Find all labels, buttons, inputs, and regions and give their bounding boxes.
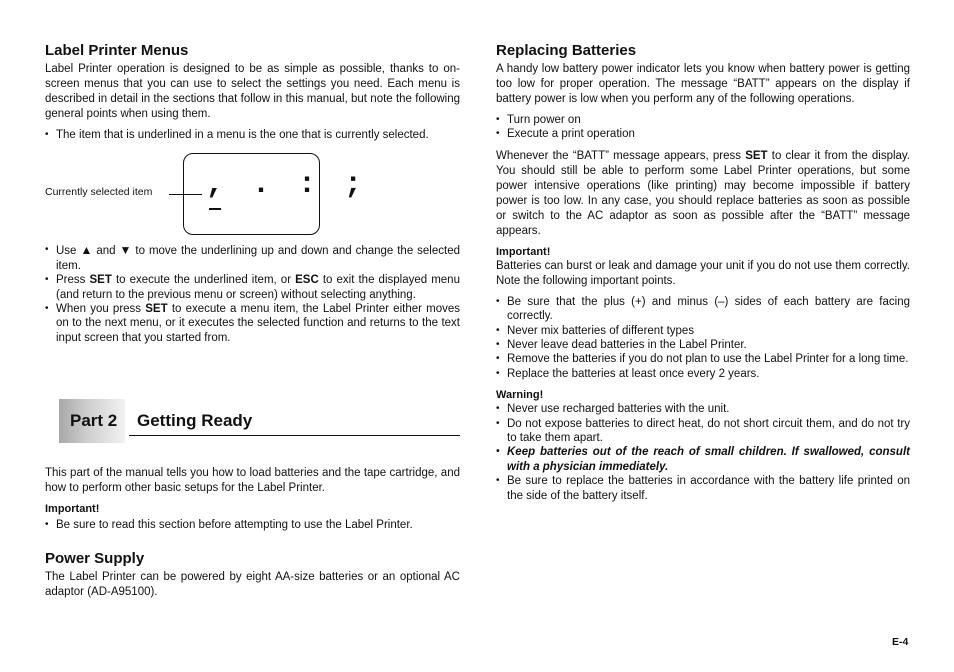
lcd-display bbox=[183, 153, 368, 235]
menus-bullet-list bbox=[45, 128, 460, 142]
batt-set-key: SET bbox=[745, 149, 768, 162]
menus-intro-text: Label Printer operation is designed to be as simple as possible, thanks to on-screen menus that you can use to select the settings you need. Each menu is described in detail in the sections that follow in this manual, but note the following general points when using them. bbox=[45, 63, 460, 120]
use-arrows-rest: to move the underlining up and down and change the selected item. bbox=[56, 245, 460, 272]
operation-item: • Execute a print operation bbox=[496, 127, 910, 141]
right-column bbox=[496, 42, 910, 503]
operation-item: • Turn power on bbox=[496, 113, 910, 127]
power-supply-text: The Label Printer can be powered by eight AA-size batteries or an optional AC adaptor (AD-A95100). bbox=[45, 570, 460, 598]
press-set-esc-bullet bbox=[45, 273, 460, 302]
use-word: Use bbox=[56, 245, 77, 258]
left-column bbox=[45, 42, 460, 600]
warning-emphasis-bullet: • Keep batteries out of the reach of small children. If swallowed, consult with a physician immediately. bbox=[496, 445, 910, 474]
important-bullet: • Be sure that the plus (+) and minus (–) sides of each battery are facing correctly. bbox=[496, 295, 910, 324]
warning-bullet: • Do not expose batteries to direct heat, do not short circuit them, and do not try to take them apart. bbox=[496, 417, 910, 446]
warning-list bbox=[496, 402, 910, 503]
warning-heading: Warning! bbox=[496, 389, 544, 402]
batteries-important-list bbox=[496, 295, 910, 381]
part-title-rule bbox=[129, 435, 460, 436]
underlined-item-bullet: • The item that is underlined in a menu is the one that is currently selected. bbox=[45, 128, 460, 142]
set-key-label-2: SET bbox=[145, 303, 168, 316]
press-rest-text: to exit the displayed menu (and return to the previous menu or screen) without selecting anything. bbox=[56, 274, 460, 301]
press-word: Press bbox=[56, 274, 86, 287]
important-bullet: • Replace the batteries at least once every 2 years. bbox=[496, 367, 910, 381]
part-banner bbox=[45, 399, 460, 445]
lcd-illustration bbox=[45, 153, 460, 237]
part-intro-text: This part of the manual tells you how to load batteries and the tape cartridge, and how to perform other basic setups for the Label Printer. bbox=[45, 467, 460, 495]
menu-usage-bullet-list bbox=[45, 243, 460, 345]
page-number: E-4 bbox=[892, 636, 909, 648]
set-key-label: SET bbox=[89, 274, 112, 287]
batt-pre-text: Whenever the “BATT” message appears, press bbox=[496, 149, 741, 162]
up-arrow-icon: ▲ bbox=[80, 243, 93, 258]
and-word: and bbox=[96, 245, 116, 258]
important-bullet: • Remove the batteries if you do not plan to use the Label Printer for a long time. bbox=[496, 352, 910, 366]
press-mid-text: to execute the underlined item, or bbox=[115, 274, 292, 287]
power-supply-heading: Power Supply bbox=[45, 549, 145, 567]
when-pre-text: When you press bbox=[56, 303, 142, 316]
replacing-batteries-intro: A handy low battery power indicator lets you know when battery power is getting too low for proper operation. The message “BATT” appears on the display if battery power is low when you perform any of the following operations. bbox=[496, 63, 910, 105]
part-number: Part 2 bbox=[70, 411, 118, 431]
down-arrow-icon: ▼ bbox=[119, 243, 132, 258]
lcd-underline-cursor bbox=[209, 208, 221, 210]
important-bullet: • Never leave dead batteries in the Label Printer. bbox=[496, 338, 910, 352]
warning-bullet: • Be sure to replace the batteries in accordance with the battery life printed on the side of the battery itself. bbox=[496, 474, 910, 503]
batteries-important-text: Batteries can burst or leak and damage your unit if you do not use them correctly. Note the following important points. bbox=[496, 259, 910, 287]
batteries-important-heading: Important! bbox=[496, 245, 551, 258]
esc-key-label: ESC bbox=[295, 274, 319, 287]
important-bullet: • Never mix batteries of different types bbox=[496, 324, 910, 338]
batt-message-paragraph bbox=[496, 149, 910, 239]
batt-post-text: to clear it from the display. You should still be able to perform some Label Printer operations, but some power intensive operations (like printing) may become impossible if battery power is too low. In any case, you should replace batteries as soon as possible or switch to the AC adaptor as soon as possible after the “BATT” message appears. bbox=[496, 149, 911, 237]
part-title: Getting Ready bbox=[137, 411, 253, 431]
operations-list bbox=[496, 113, 910, 142]
warning-bullet: • Never use recharged batteries with the unit. bbox=[496, 402, 910, 416]
part-important-list bbox=[45, 518, 460, 532]
lcd-menu-characters: , . : ; bbox=[206, 168, 368, 203]
lcd-callout-label: Currently selected item bbox=[45, 186, 153, 199]
replacing-batteries-heading: Replacing Batteries bbox=[496, 42, 637, 59]
when-press-set-bullet bbox=[45, 302, 460, 345]
part-important-bullet: • Be sure to read this section before attempting to use the Label Printer. bbox=[45, 518, 460, 532]
label-printer-menus-heading: Label Printer Menus bbox=[45, 42, 189, 59]
when-rest-text: to execute a menu item, the Label Printer either moves on to the next menu, or it executes the selected function and returns to the text input screen that you started from. bbox=[56, 303, 460, 344]
use-arrows-bullet bbox=[45, 243, 460, 273]
part-important-heading: Important! bbox=[45, 503, 100, 516]
